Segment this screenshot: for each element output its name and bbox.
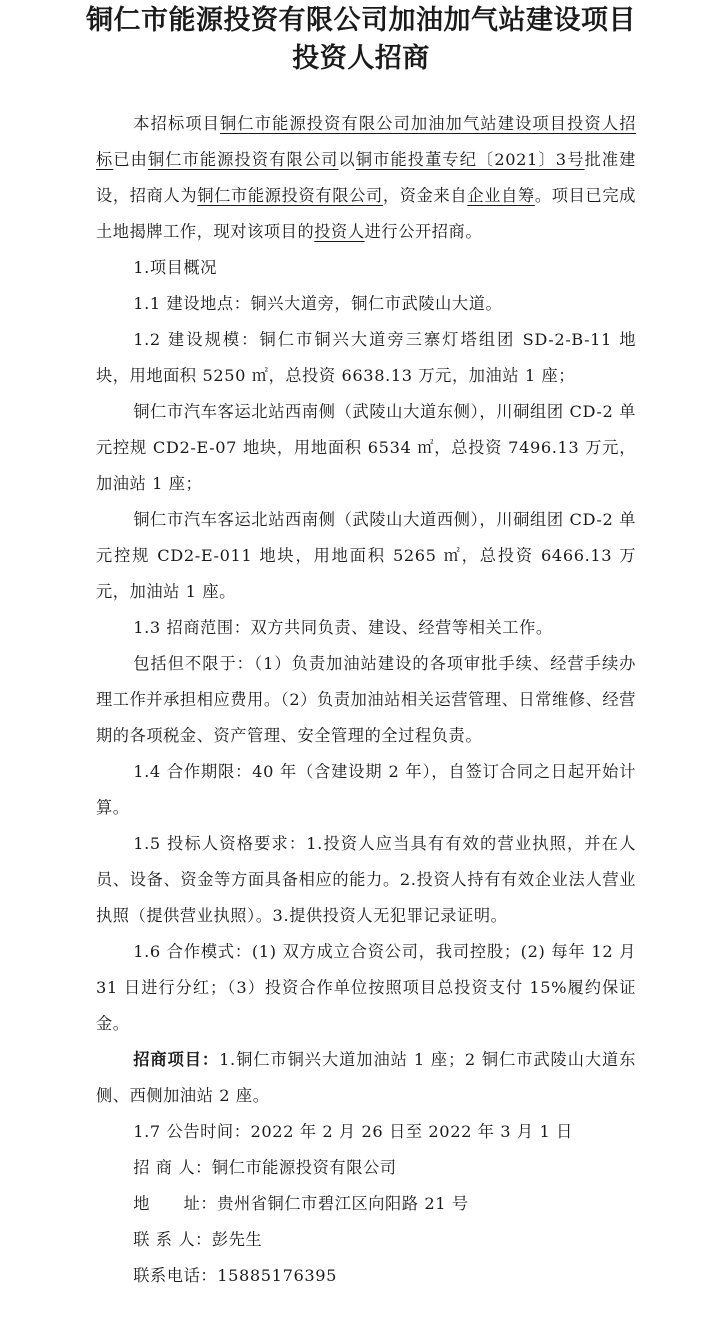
section-1-3-details: 包括但不限于：（1）负责加油站建设的各项审批手续、经营手续办理工作并承担相应费用。（2）负责加油站相关运营管理、日常维修、经营期的各项税金、资产管理、安全管理的全过程负责。 bbox=[96, 654, 636, 745]
intro-text-6: 。项目已完成土地揭牌工作，现对该项目的 bbox=[96, 186, 636, 241]
contact-person-value: 彭先生 bbox=[211, 1230, 263, 1249]
contact-org-label: 招 商 人： bbox=[133, 1158, 212, 1177]
section-1-6: 1.6 合作模式：(1) 双方成立合资公司，我司控股；(2) 每年 12 月 31 日进行分红；（3）投资合作单位按照项目总投资支付 15%履约保证金。 bbox=[96, 942, 636, 1033]
intro-text-2: 已由 bbox=[113, 150, 148, 169]
contact-person-label: 联 系 人： bbox=[133, 1230, 212, 1249]
document-title bbox=[86, 0, 636, 78]
project-list-label: 招商项目： bbox=[133, 1050, 220, 1069]
section-1-3: 1.3 招商范围：双方共同负责、建设、经营等相关工作。 bbox=[133, 618, 553, 637]
title-line-1: 铜仁市能源投资有限公司加油加气站建设项目 bbox=[86, 5, 636, 36]
section-1-2: 1.2 建设规模：铜仁市铜兴大道旁三寨灯塔组团 SD-2-B-11 地块，用地面积 5250 ㎡，总投资 6638.13 万元，加油站 1 座； bbox=[96, 330, 636, 385]
section-1-7: 1.7 公告时间：2022 年 2 月 26 日至 2022 年 3 月 1 日 bbox=[133, 1122, 573, 1141]
section-1-1: 1.1 建设地点：铜兴大道旁，铜仁市武陵山大道。 bbox=[133, 294, 503, 313]
section-1-4: 1.4 合作期限：40 年（含建设期 2 年），自签订合同之日起开始计算。 bbox=[96, 762, 636, 817]
intro-text-4: 批准建设，招商人为 bbox=[96, 150, 636, 205]
intro-text-7: 进行公开招商。 bbox=[364, 222, 483, 241]
approval-number-underlined: 铜市能投董专纪〔2021〕3号 bbox=[355, 150, 585, 169]
document-body bbox=[96, 78, 636, 1294]
contact-org bbox=[96, 1150, 636, 1186]
intro-text-3: 以 bbox=[338, 150, 356, 169]
contact-address-value: 贵州省铜仁市碧江区向阳路 21 号 bbox=[217, 1194, 469, 1213]
contact-phone-label: 联系电话： bbox=[133, 1266, 218, 1285]
title-line-2: 投资人招商 bbox=[292, 43, 430, 74]
section-1-heading: 1.项目概况 bbox=[133, 258, 218, 277]
intro-paragraph bbox=[96, 106, 636, 250]
funding-underlined: 企业自筹 bbox=[467, 186, 535, 205]
contact-address-label: 地 址： bbox=[133, 1194, 218, 1213]
contact-person bbox=[96, 1222, 636, 1258]
contact-phone bbox=[96, 1258, 636, 1294]
contact-org-value: 铜仁市能源投资有限公司 bbox=[211, 1158, 397, 1177]
project-name-underlined: 铜仁市能源投资有限公司加油加气站建设项目投资人招标 bbox=[96, 114, 636, 169]
project-list-text: 1.铜仁市铜兴大道加油站 1 座；2 铜仁市武陵山大道东侧、西侧加油站 2 座。 bbox=[96, 1050, 637, 1105]
intro-text-5: ，资金来自 bbox=[382, 186, 468, 205]
contact-phone-value: 15885176395 bbox=[217, 1266, 338, 1285]
intro-text-1: 本招标项目 bbox=[133, 114, 221, 133]
tenderer-underlined: 铜仁市能源投资有限公司 bbox=[197, 186, 383, 205]
investor-underlined: 投资人 bbox=[314, 222, 365, 241]
project-list bbox=[96, 1042, 636, 1114]
approver-underlined: 铜仁市能源投资有限公司 bbox=[147, 150, 339, 169]
section-1-2-site-3: 铜仁市汽车客运北站西南侧（武陵山大道西侧），川硐组团 CD-2 单元控规 CD2-E-011 地块，用地面积 5265 ㎡，总投资 6466.13 万元，加油站 1 座。 bbox=[96, 510, 636, 601]
section-1-5: 1.5 投标人资格要求：1.投资人应当具有有效的营业执照，并在人员、设备、资金等方面具备相应的能力。2.投资人持有有效企业法人营业执照（提供营业执照）。3.提供投资人无犯罪记录证明。 bbox=[96, 834, 636, 925]
section-1-2-site-2: 铜仁市汽车客运北站西南侧（武陵山大道东侧），川硐组团 CD-2 单元控规 CD2-E-07 地块，用地面积 6534 ㎡，总投资 7496.13 万元，加油站 1 座； bbox=[96, 402, 636, 493]
contact-address bbox=[96, 1186, 636, 1222]
